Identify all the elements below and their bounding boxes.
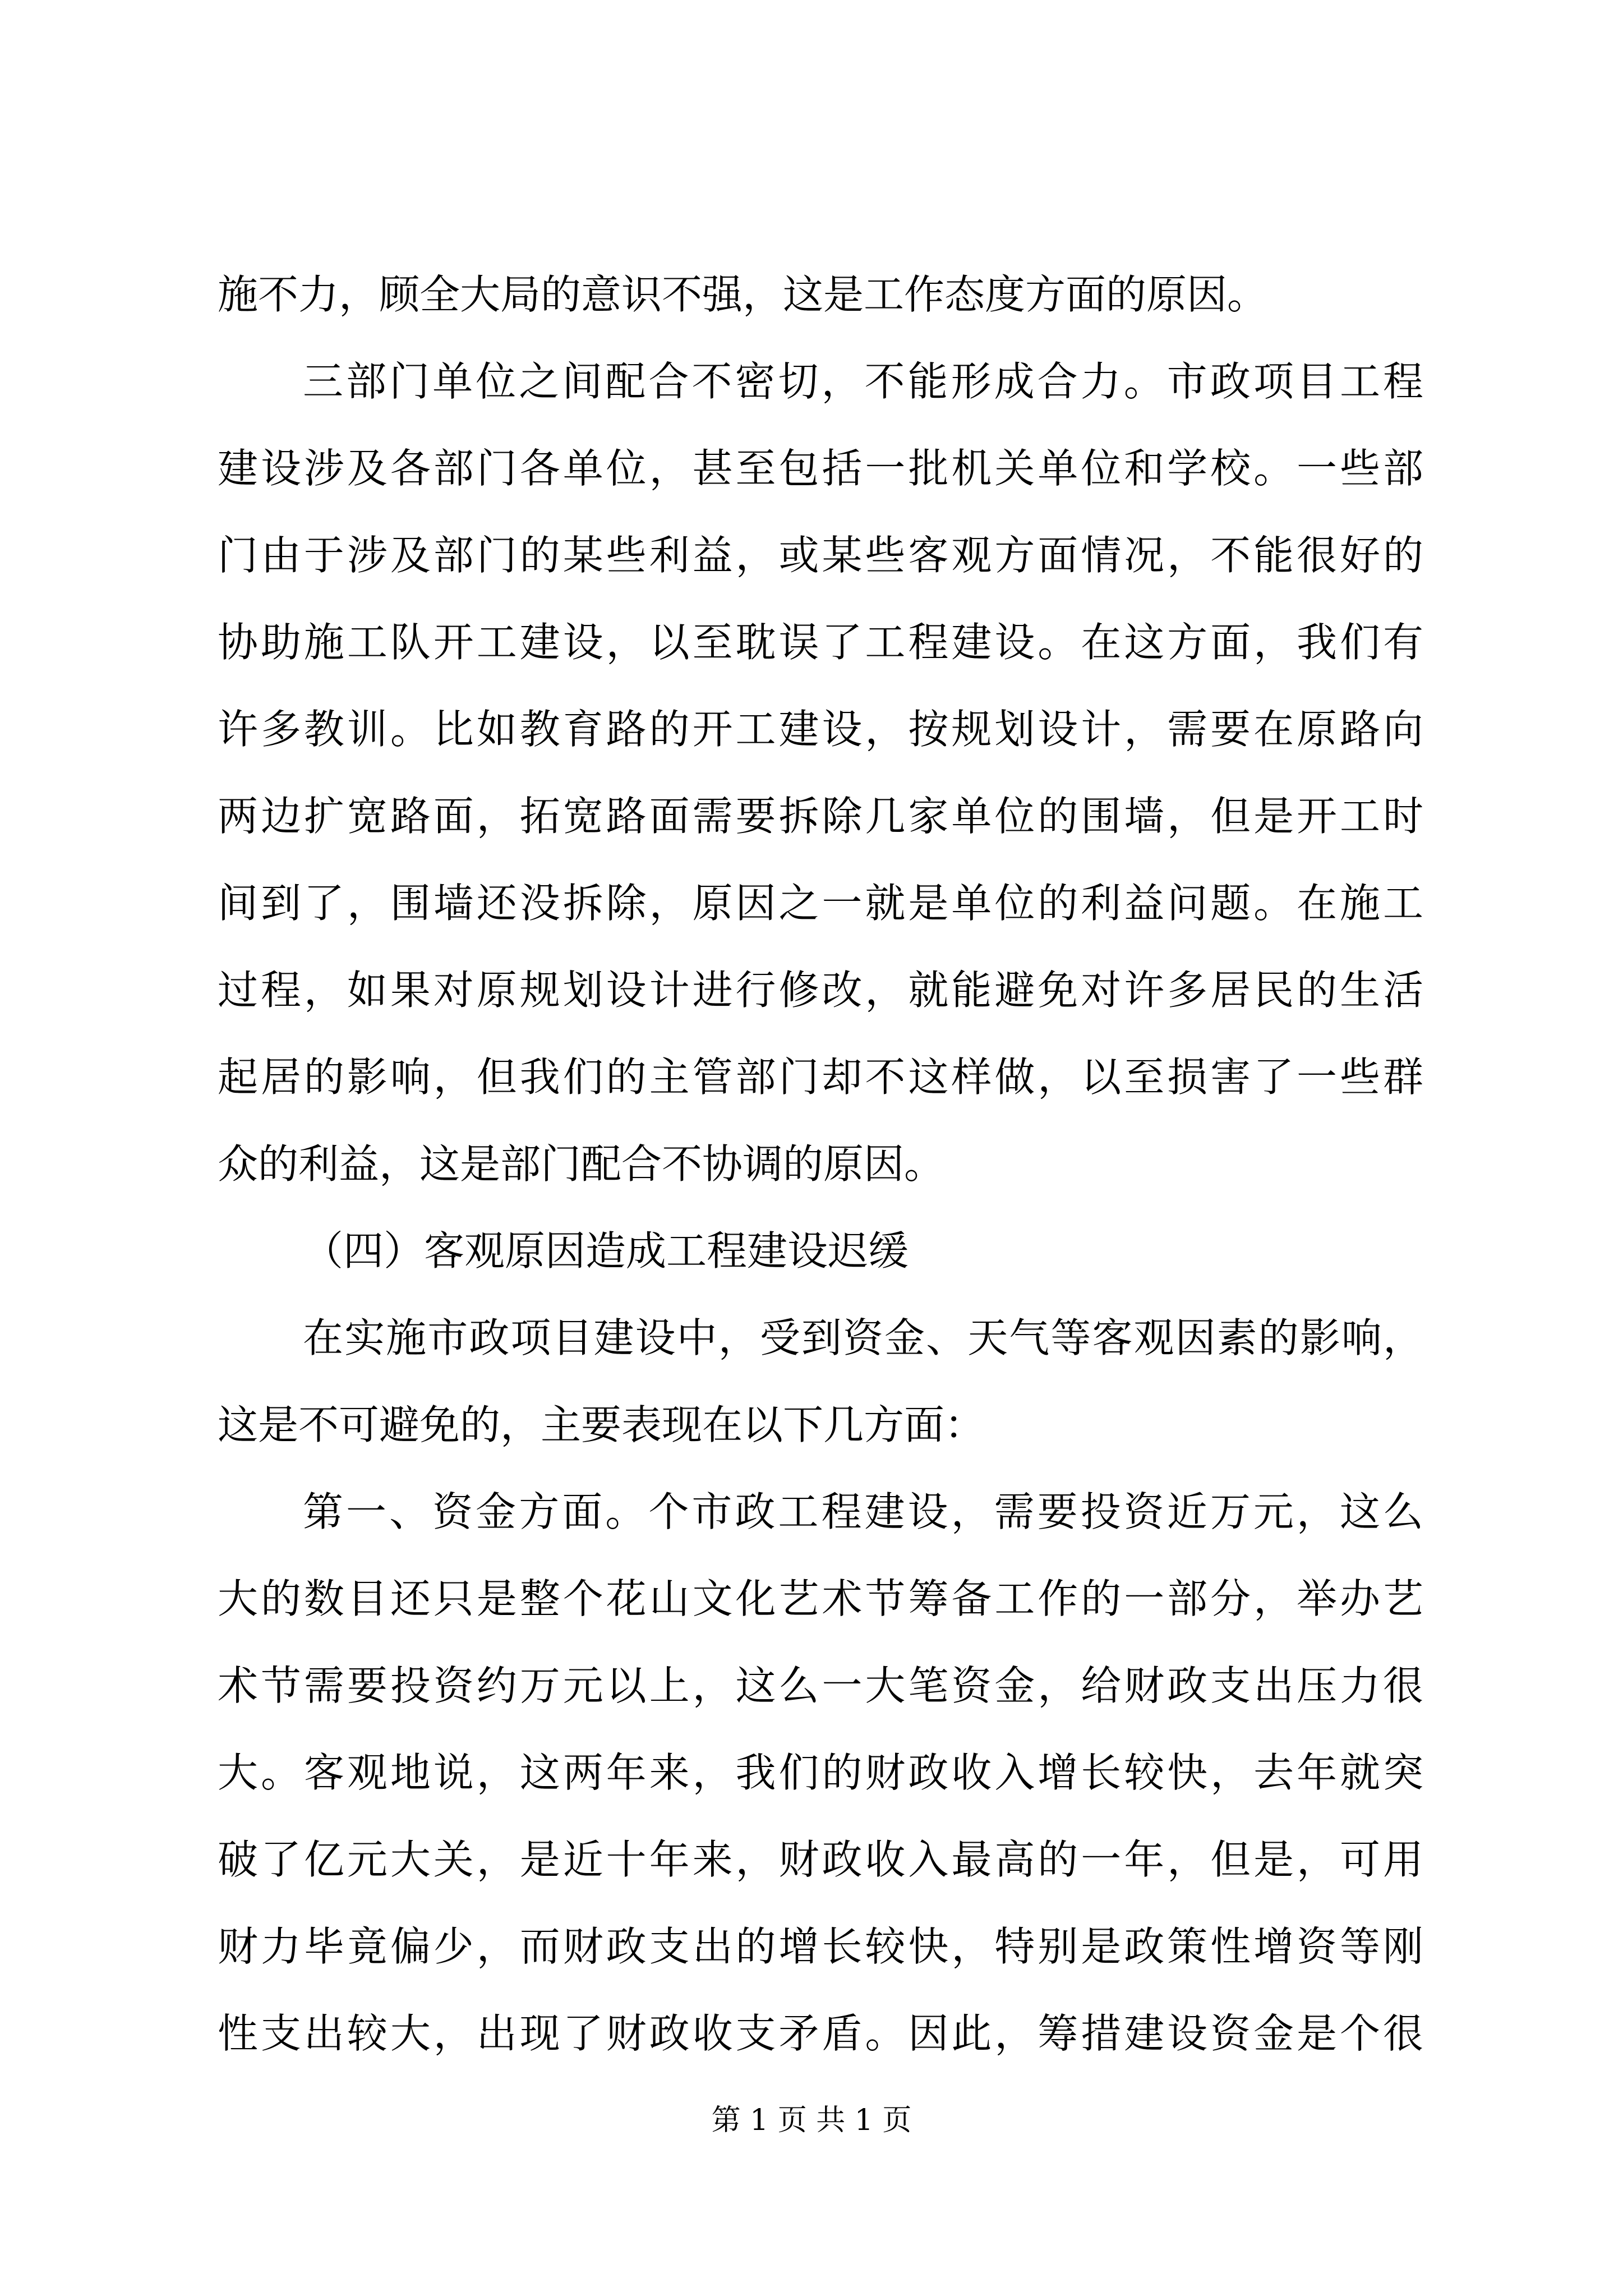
text-line: 性支出较大，出现了财政收支矛盾。因此，筹措建设资金是个很 xyxy=(218,2010,1423,2057)
text-line: 建设涉及各部门各单位，甚至包括一批机关单位和学校。一些部 xyxy=(218,445,1423,492)
text-line: 在实施市政项目建设中，受到资金、天气等客观因素的影响， xyxy=(303,1314,1423,1361)
text-line: 门由于涉及部门的某些利益，或某些客观方面情况，不能很好的 xyxy=(218,532,1423,579)
text-line: 两边扩宽路面，拓宽路面需要拆除几家单位的围墙，但是开工时 xyxy=(218,793,1423,840)
text-line: 协助施工队开工建设，以至耽误了工程建设。在这方面，我们有 xyxy=(218,619,1423,666)
text-line: 众的利益，这是部门配合不协调的原因。 xyxy=(218,1140,945,1188)
text-line: 施不力，顾全大局的意识不强，这是工作态度方面的原因。 xyxy=(218,271,1268,318)
text-line: 过程，如果对原规划设计进行修改，就能避免对许多居民的生活 xyxy=(218,967,1423,1014)
text-line: 术节需要投资约万元以上，这么一大笔资金，给财政支出压力很 xyxy=(218,1662,1423,1709)
text-line: 财力毕竟偏少，而财政支出的增长较快，特别是政策性增资等刚 xyxy=(218,1923,1423,1970)
text-line: 大的数目还只是整个花山文化艺术节筹备工作的一部分，举办艺 xyxy=(218,1575,1423,1622)
text-line: 破了亿元大关，是近十年来，财政收入最高的一年，但是，可用 xyxy=(218,1836,1423,1883)
text-line: 大。客观地说，这两年来，我们的财政收入增长较快，去年就突 xyxy=(218,1749,1423,1796)
text-line: 第一、资金方面。个市政工程建设，需要投资近万元，这么 xyxy=(303,1488,1423,1535)
text-line: 这是不可避免的，主要表现在以下几方面： xyxy=(218,1401,985,1448)
text-line: 许多教训。比如教育路的开工建设，按规划设计，需要在原路向 xyxy=(218,706,1423,753)
text-line: 间到了，围墙还没拆除，原因之一就是单位的利益问题。在施工 xyxy=(218,880,1423,927)
section-heading: （四）客观原因造成工程建设迟缓 xyxy=(303,1227,909,1274)
text-line: 起居的影响，但我们的主管部门却不这样做，以至损害了一些群 xyxy=(218,1053,1423,1101)
text-line: 三部门单位之间配合不密切，不能形成合力。市政项目工程 xyxy=(303,358,1423,405)
page-footer: 第 1 页 共 1 页 xyxy=(711,2104,912,2137)
